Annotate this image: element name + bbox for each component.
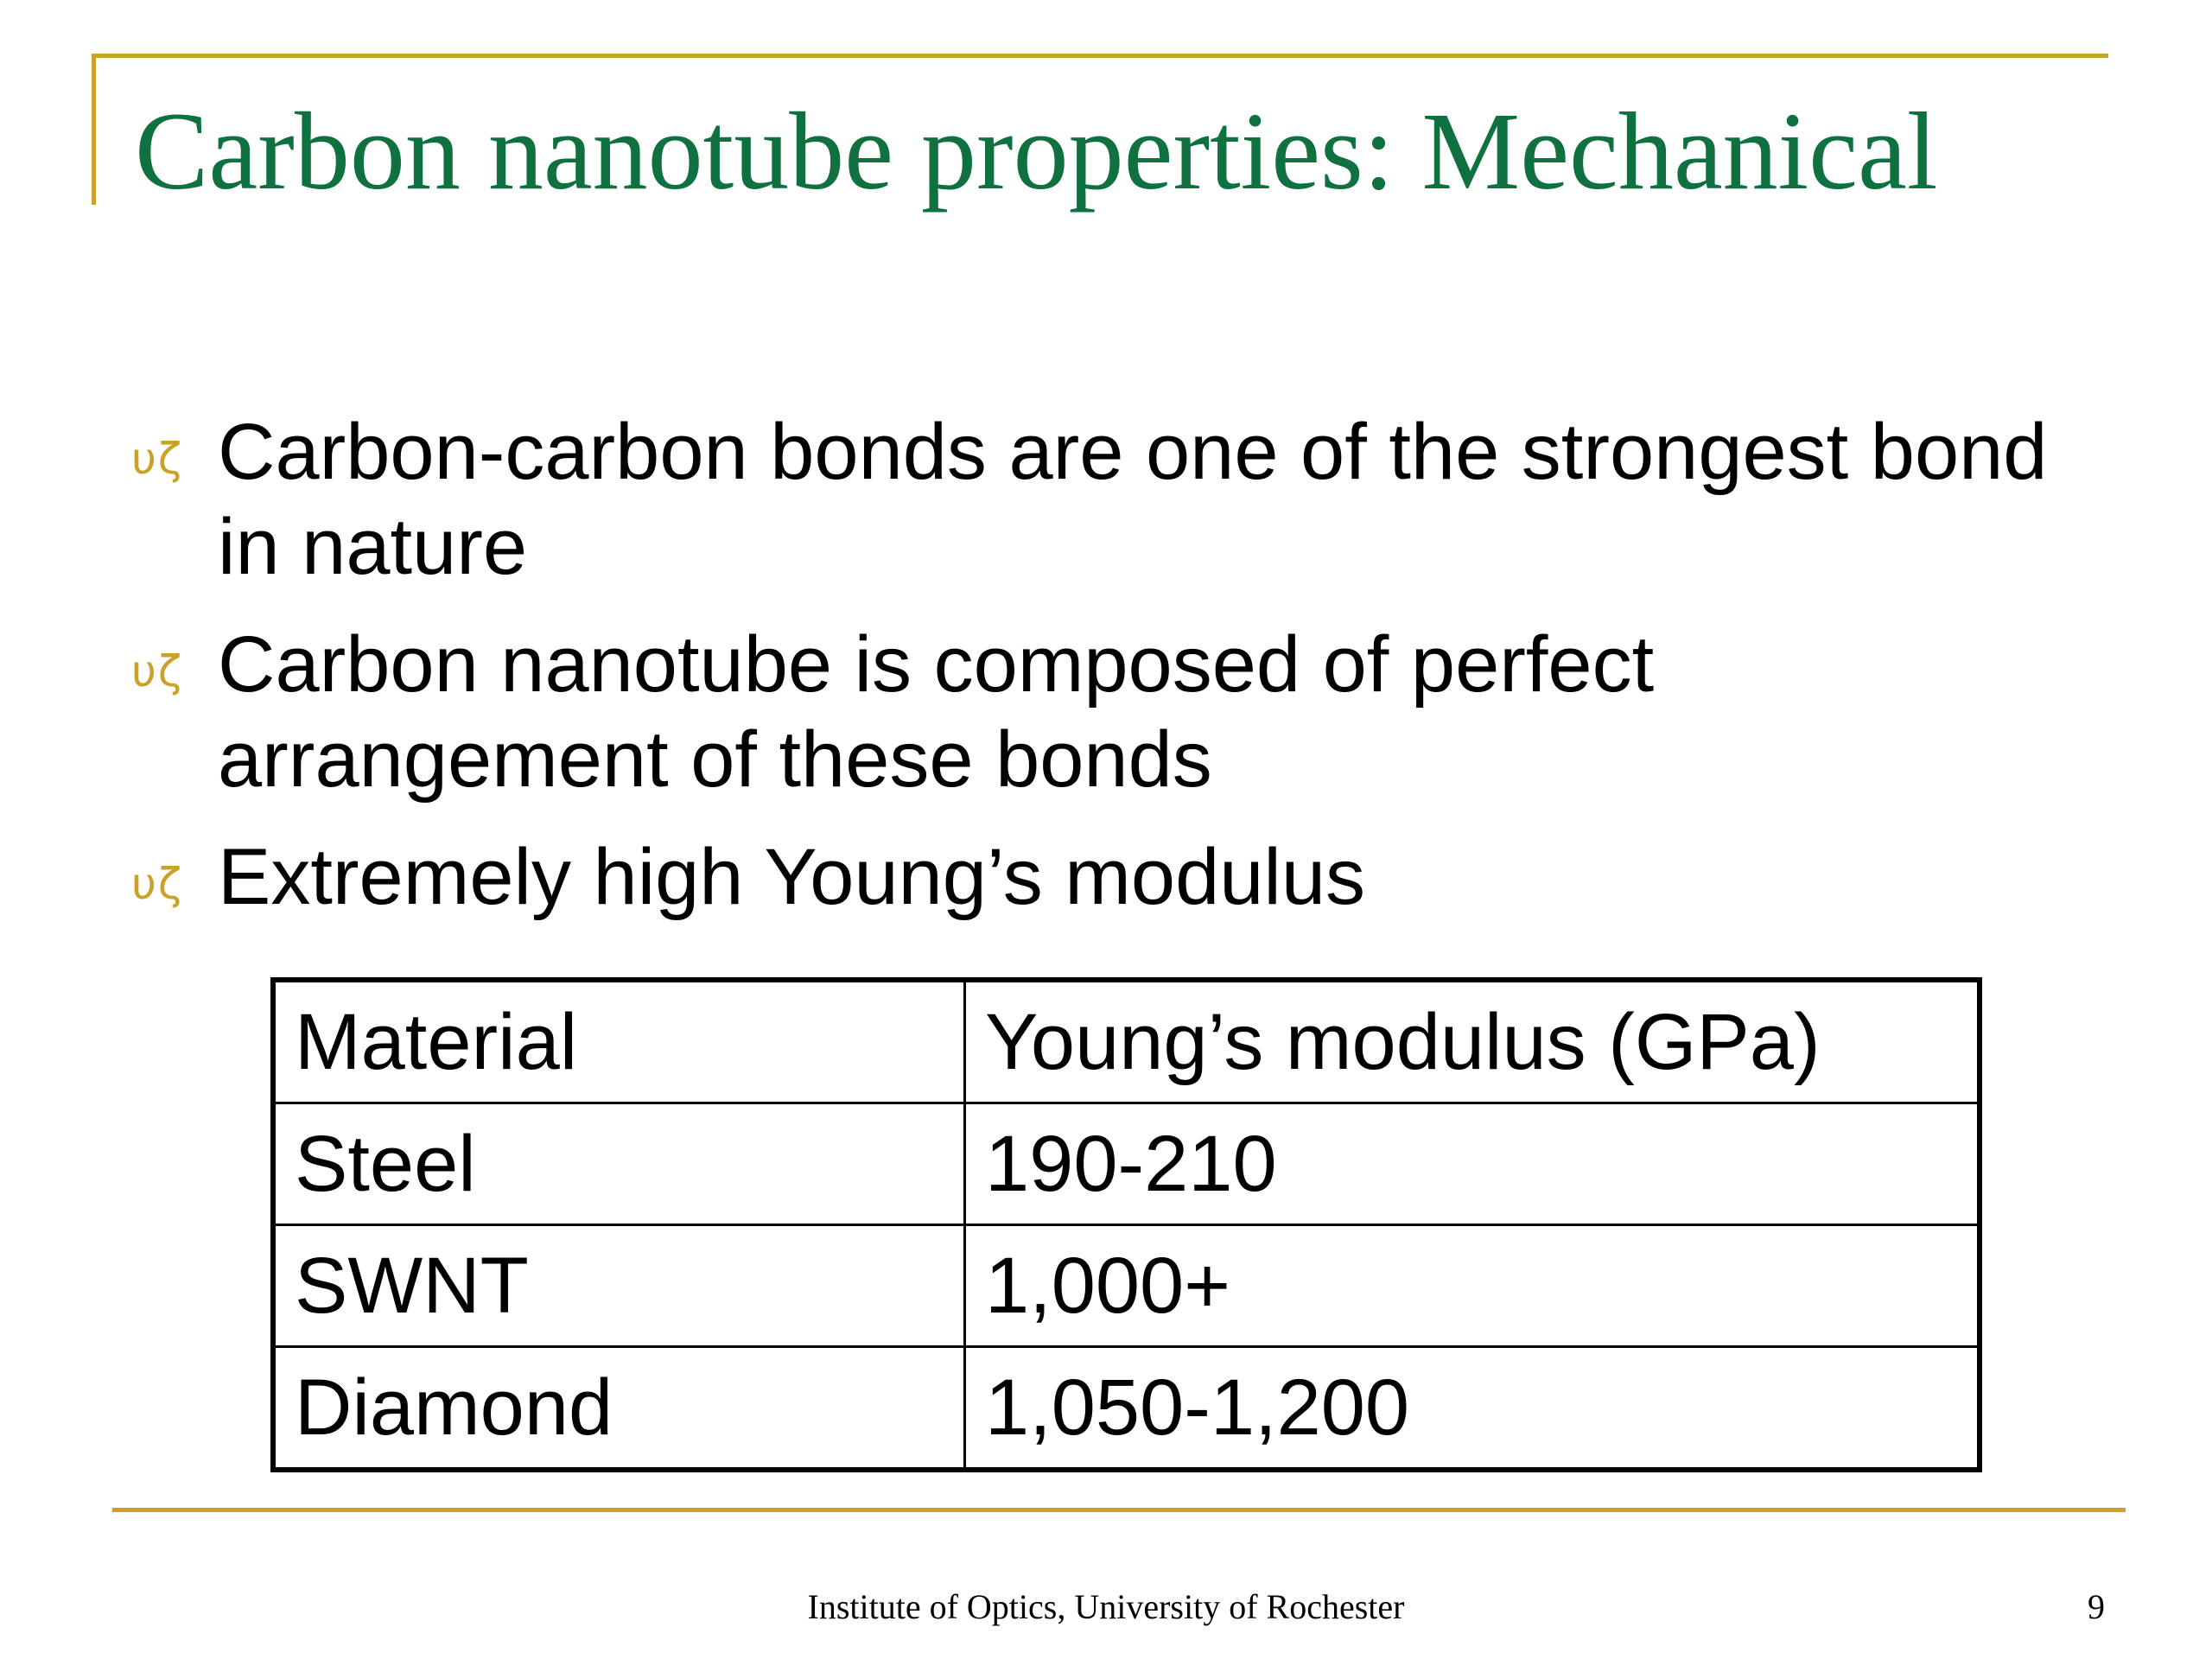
header-material: Material (273, 980, 965, 1103)
bullet-marker-icon: υζ (131, 646, 184, 696)
table-row (273, 1347, 1980, 1471)
cell-modulus: 190-210 (965, 1103, 1980, 1225)
cell-material: SWNT (273, 1225, 965, 1347)
modulus-table-container (270, 977, 1982, 1472)
slide-title: Carbon nanotube properties: Mechanical (135, 90, 1938, 213)
bottom-rule (112, 1508, 2126, 1512)
cell-material: Steel (273, 1103, 965, 1225)
bullet-text: Carbon nanotube is composed of perfect arrangement of these bonds (218, 620, 1655, 804)
cell-material: Diamond (273, 1347, 965, 1471)
bullet-item (131, 830, 2119, 925)
cell-modulus: 1,000+ (965, 1225, 1980, 1347)
table-row (273, 1103, 1980, 1225)
bullet-marker-icon: υζ (131, 434, 184, 484)
page-number: 9 (2088, 1587, 2105, 1626)
modulus-table (270, 977, 1982, 1472)
table-row (273, 1225, 1980, 1347)
left-rule (92, 54, 96, 205)
bullet-list (131, 404, 2119, 947)
top-rule (92, 54, 2108, 58)
bullet-text: Carbon-carbon bonds are one of the strongest bond in nature (218, 408, 2048, 591)
table-header-row (273, 980, 1980, 1103)
slide-footer: Institute of Optics, University of Rochester (807, 1587, 1405, 1626)
cell-modulus: 1,050-1,200 (965, 1347, 1980, 1471)
header-youngs-modulus: Young’s modulus (GPa) (965, 980, 1980, 1103)
bullet-item (131, 404, 2119, 594)
bullet-item (131, 617, 2119, 807)
bullet-marker-icon: υζ (131, 859, 184, 909)
bullet-text: Extremely high Young’s modulus (218, 833, 1366, 921)
